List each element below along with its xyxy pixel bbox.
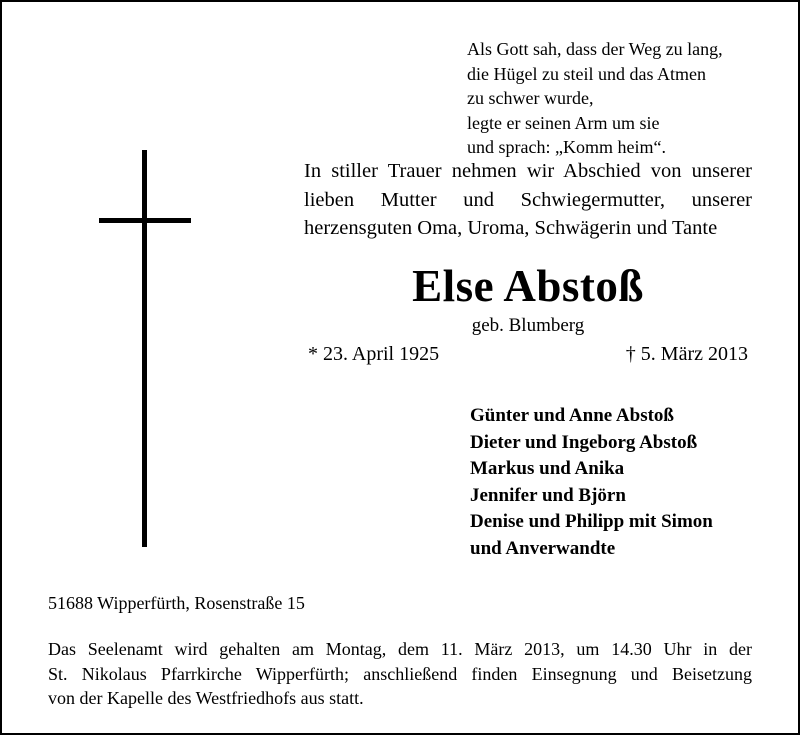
family-address: 51688 Wipperfürth, Rosenstraße 15	[48, 593, 305, 613]
intro-line: herzensguten Oma, Uroma, Schwägerin und Tante	[304, 217, 718, 239]
mourners-list	[470, 403, 790, 562]
poem-line: die Hügel zu steil und das Atmen	[467, 63, 706, 84]
deceased-name: Else Abstoß	[412, 261, 644, 311]
intro-line: lieben Mutter und Schwiegermutter, unserer	[304, 188, 752, 211]
cross-vertical-bar	[142, 150, 147, 547]
poem-line: legte er seinen Arm um sie	[467, 112, 660, 133]
poem-line: Als Gott sah, dass der Weg zu lang,	[467, 39, 723, 59]
service-notice	[48, 637, 752, 711]
poem	[467, 37, 787, 160]
mourning-intro	[304, 157, 752, 243]
mourner: Jennifer und Björn	[470, 484, 626, 506]
birth-date: * 23. April 1925	[308, 343, 440, 365]
mourner: und Anverwandte	[470, 537, 616, 559]
intro-line: In stiller Trauer nehmen wir Abschied von unserer	[304, 160, 752, 182]
mourner: Dieter und Ingeborg Abstoß	[470, 431, 698, 453]
death-date: † 5. März 2013	[625, 343, 748, 365]
mourner: Markus und Anika	[470, 458, 625, 479]
mourner: Denise und Philipp mit Simon	[470, 511, 713, 532]
poem-line: und sprach: „Komm heim“.	[467, 137, 666, 157]
service-line: St. Nikolaus Pfarrkirche Wipperfürth; anschließend finden Einsegnung und Beisetzung	[48, 663, 752, 684]
poem-line: zu schwer wurde,	[467, 88, 594, 108]
service-line: Das Seelenamt wird gehalten am Montag, dem 11. März 2013, um 14.30 Uhr in der	[48, 639, 752, 659]
mourner: Günter und Anne Abstoß	[470, 405, 674, 426]
cross-horizontal-bar	[99, 218, 191, 223]
maiden-name: geb. Blumberg	[471, 315, 585, 336]
service-line: von der Kapelle des Westfriedhofs aus statt.	[48, 688, 364, 708]
